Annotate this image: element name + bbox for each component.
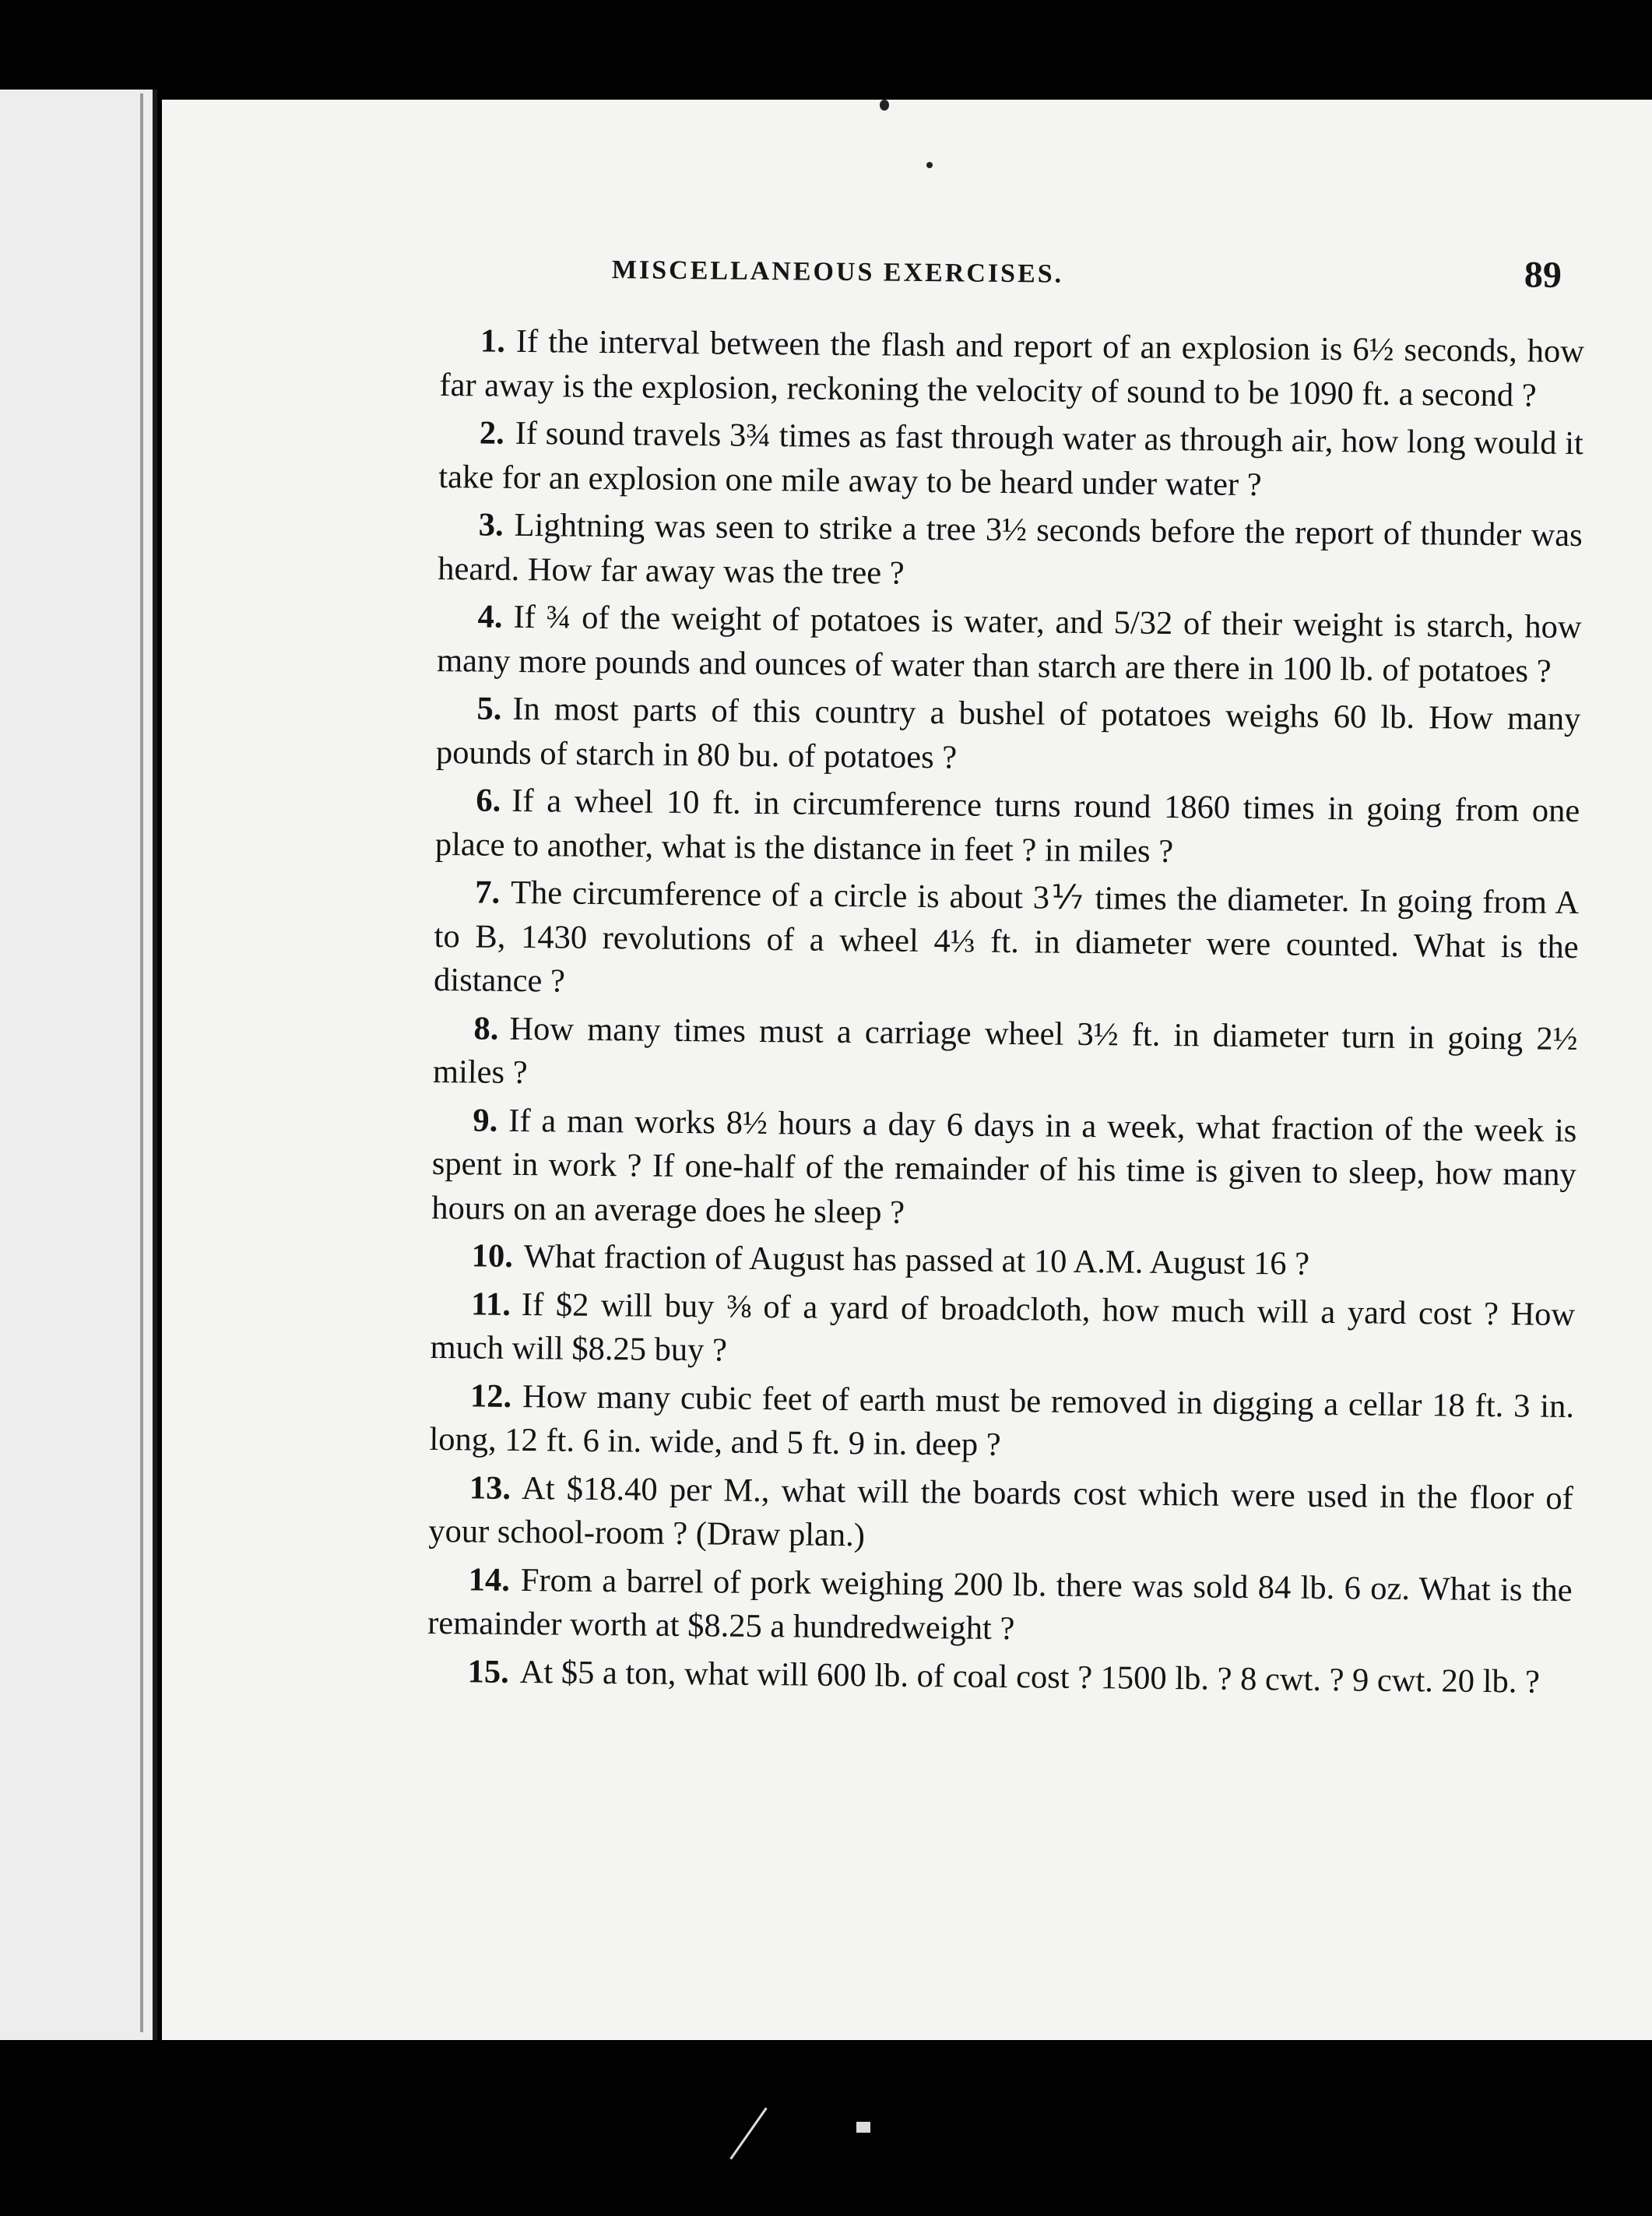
exercise-number: 5. bbox=[476, 690, 502, 727]
exercise-text: If $2 will buy ⅜ of a yard of broadcloth, how much will a yard cost ? How much will $8.25 buy ? bbox=[430, 1286, 1576, 1369]
left-page-margin bbox=[0, 90, 157, 2040]
exercise-item bbox=[428, 1465, 1573, 1564]
exercise-number: 7. bbox=[475, 874, 501, 911]
exercise-item bbox=[435, 779, 1580, 878]
running-head-title: MISCELLANEOUS EXERCISES. bbox=[611, 255, 1064, 289]
exercise-number: 14. bbox=[468, 1560, 511, 1599]
exercise-item bbox=[433, 1006, 1578, 1105]
exercise-item bbox=[431, 1098, 1577, 1241]
exercise-item bbox=[437, 595, 1582, 694]
exercise-item bbox=[429, 1374, 1574, 1472]
exercise-list bbox=[427, 319, 1584, 1708]
page-number: 89 bbox=[1524, 254, 1562, 296]
exercise-text: In most parts of this country a bushel of potatoes weighs 60 lb. How many pounds of starch in 80 bu. of potatoes ? bbox=[435, 690, 1581, 776]
exercise-item bbox=[427, 1557, 1573, 1656]
exercise-item bbox=[438, 411, 1583, 510]
exercise-item bbox=[431, 1234, 1575, 1289]
exercise-text: If ¾ of the weight of potatoes is water, and 5/32 of their weight is starch, how many more pounds and ounces of water than starch are there in 100 lb. of potatoes ? bbox=[436, 598, 1582, 690]
exercise-text: From a barrel of pork weighing 200 lb. there was sold 84 lb. 6 oz. What is the remainder worth at $8.25 a hundredweight ? bbox=[427, 1561, 1573, 1648]
exercise-number: 10. bbox=[471, 1237, 514, 1275]
scan-speck bbox=[926, 162, 933, 168]
exercise-item bbox=[430, 1282, 1575, 1381]
scan-speck bbox=[880, 100, 889, 111]
exercise-number: 11. bbox=[470, 1285, 511, 1323]
exercise-number: 13. bbox=[469, 1469, 511, 1507]
exercise-text: If the interval between the flash and report of an explosion is 6½ seconds, how far away is the explosion, reckoning the velocity of sound to be 1090 ft. a second ? bbox=[439, 322, 1585, 414]
exercise-text: At $5 a ton, what will 600 lb. of coal cost ? 1500 lb. ? 8 cwt. ? 9 cwt. 20 lb. ? bbox=[519, 1653, 1541, 1701]
scan-artifact bbox=[856, 2122, 870, 2133]
exercise-number: 3. bbox=[478, 506, 504, 543]
exercise-item bbox=[438, 503, 1583, 602]
exercise-text: The circumference of a circle is about 3⅐ times the diameter. In going from A to B, 1430 revolutions of a wheel 4⅓ ft. in diameter were counted. What is the distance ? bbox=[433, 874, 1580, 1000]
exercise-number: 2. bbox=[479, 414, 504, 452]
running-head bbox=[441, 243, 1586, 308]
left-page-edge bbox=[140, 93, 143, 2032]
exercise-number: 9. bbox=[473, 1101, 498, 1139]
exercise-number: 1. bbox=[480, 322, 506, 360]
exercise-number: 15. bbox=[467, 1652, 509, 1690]
exercise-text: How many cubic feet of earth must be removed in digging a cellar 18 ft. 3 in. long, 12 ft. 6 in. wide, and 5 ft. 9 in. deep ? bbox=[429, 1377, 1575, 1463]
scan-artifact bbox=[729, 2107, 767, 2159]
exercise-item bbox=[434, 871, 1580, 1014]
exercise-number: 4. bbox=[477, 598, 503, 635]
exercise-text: If sound travels 3¾ times as fast through water as through air, how long would it take for an explosion one mile away to be heard under water ? bbox=[438, 414, 1584, 503]
exercise-text: How many times must a carriage wheel 3½ ft. in diameter turn in going 2½ miles ? bbox=[432, 1010, 1578, 1092]
exercise-number: 12. bbox=[469, 1377, 512, 1415]
exercise-item bbox=[427, 1649, 1571, 1704]
book-page bbox=[162, 100, 1652, 2040]
page-content bbox=[424, 100, 1587, 2051]
exercise-text: Lightning was seen to strike a tree 3½ seconds before the report of thunder was heard. How far away was the tree ? bbox=[437, 506, 1583, 592]
exercise-text: If a wheel 10 ft. in circumference turns round 1860 times in going from one place to another, what is the distance in feet ? in miles ? bbox=[434, 782, 1580, 870]
exercise-item bbox=[439, 319, 1584, 418]
exercise-number: 8. bbox=[473, 1009, 499, 1047]
exercise-text: What fraction of August has passed at 10 A.M. August 16 ? bbox=[523, 1238, 1310, 1282]
exercise-number: 6. bbox=[476, 782, 501, 819]
exercise-text: At $18.40 per M., what will the boards cost which were used in the floor of your school-room ? (Draw plan.) bbox=[428, 1469, 1574, 1554]
exercise-item bbox=[436, 687, 1581, 786]
exercise-text: If a man works 8½ hours a day 6 days in a week, what fraction of the week is spent in work ? If one-half of the remainder of his time is given to sleep, how many hours on an average does he sleep ? bbox=[431, 1102, 1577, 1231]
